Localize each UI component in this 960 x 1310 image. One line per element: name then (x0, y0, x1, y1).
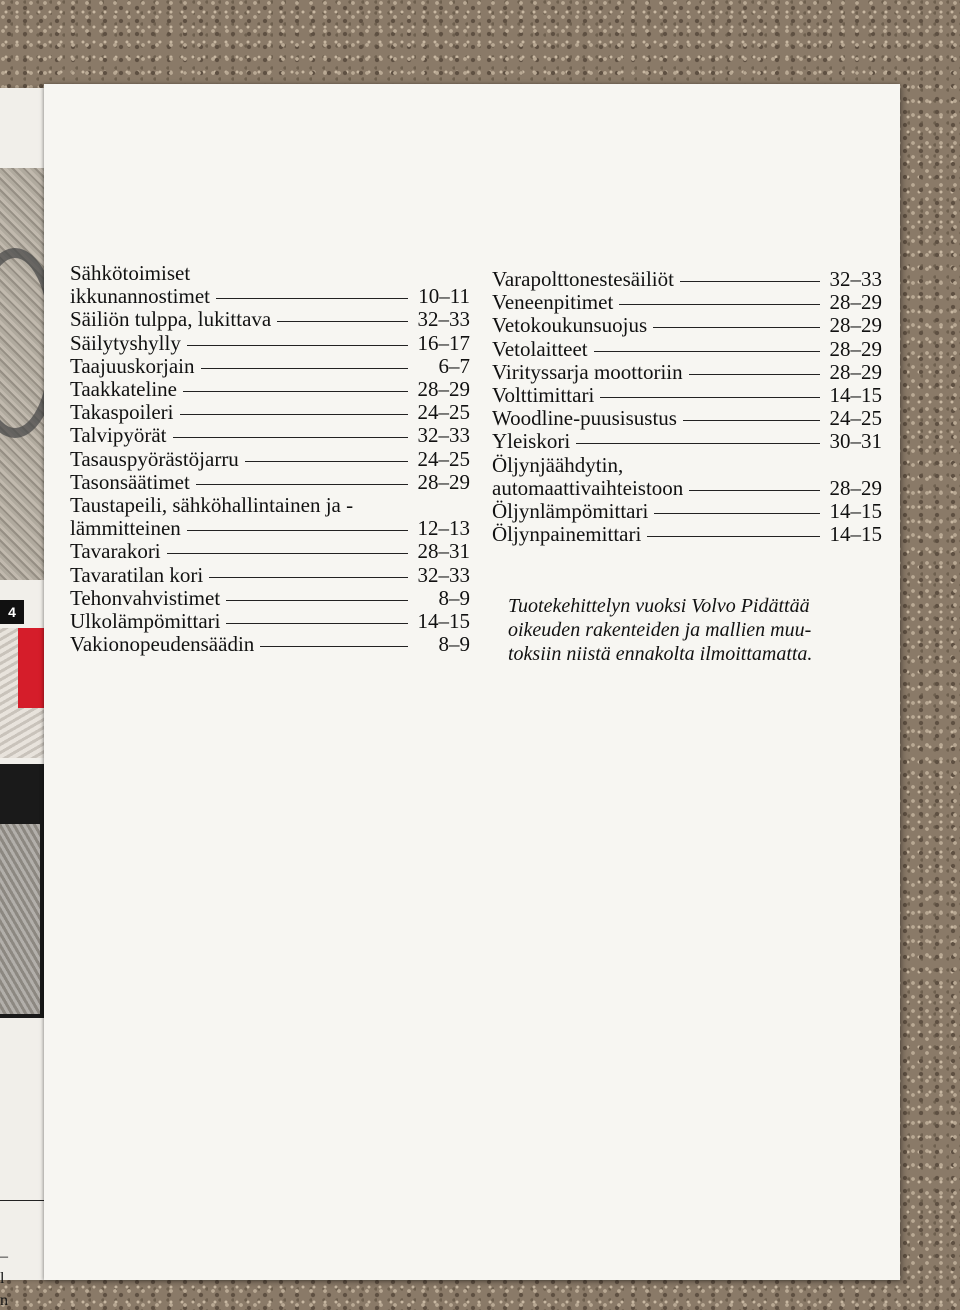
index-entry-label: automaattivaihteistoon (492, 475, 684, 500)
index-entry-row (70, 401, 470, 424)
index-entry-label: Öljynlämpömittari (492, 499, 649, 524)
index-entry-label: Ulkolämpömittari (70, 609, 221, 634)
index-entry-pages: 28–31 (417, 539, 470, 564)
index-entry (70, 308, 470, 331)
index-entry-row (70, 540, 470, 563)
leader-line (216, 298, 408, 299)
index-entry-row (70, 285, 470, 308)
index-entry-row (70, 610, 470, 633)
index-entry-pages: 24–25 (417, 446, 470, 471)
leader-line (187, 530, 408, 531)
leader-line (173, 437, 409, 438)
index-entry-pages: 14–15 (829, 383, 882, 408)
index-entry (492, 314, 882, 337)
index-entry-row (492, 338, 882, 361)
index-entry-pages: 14–15 (829, 499, 882, 524)
index-entry-row (492, 291, 882, 314)
index-entry-label: Vetolaitteet (492, 336, 588, 361)
index-entry-label: Tehonvahvistimet (70, 585, 221, 610)
index-entry-label: Säilytyshylly (70, 330, 181, 355)
index-entry-label: Vakionopeudensäädin (70, 632, 255, 657)
index-entry-pages: 6–7 (438, 353, 470, 378)
index-column-left (70, 262, 470, 656)
leader-line (594, 351, 820, 352)
index-entry-row (70, 564, 470, 587)
index-entry (492, 454, 882, 500)
left-page-number-badge: 4 (0, 600, 24, 624)
leader-line (689, 374, 820, 375)
leader-line (277, 321, 408, 322)
index-entry-row (492, 361, 882, 384)
index-entry-pages: 32–33 (417, 307, 470, 332)
leader-line (196, 484, 408, 485)
index-entry-pages: 24–25 (417, 400, 470, 425)
index-entry (70, 494, 470, 540)
index-entry-pages: 28–29 (829, 290, 882, 315)
index-entry-row (492, 314, 882, 337)
index-entry (70, 540, 470, 563)
index-entry-label: Virityssarja moottoriin (492, 359, 683, 384)
leader-line (183, 391, 408, 392)
index-entry-pages: 32–33 (829, 267, 882, 291)
index-entry-row (70, 355, 470, 378)
index-entry-heading: Sähkötoimiset (70, 261, 191, 285)
left-page-rule (0, 1200, 44, 1201)
index-entry (70, 424, 470, 447)
index-entry (492, 430, 882, 453)
index-entry-row (70, 308, 470, 331)
index-entry-row (492, 430, 882, 453)
leader-line (226, 600, 408, 601)
leader-line (647, 536, 820, 537)
index-entry-pages: 10–11 (418, 284, 470, 309)
index-entry-pages: 16–17 (417, 330, 470, 355)
index-entry (492, 500, 882, 523)
index-entry-label: Säiliön tulppa, lukittava (70, 307, 272, 332)
leader-line (689, 490, 820, 491)
left-page-text-fragment: – (0, 1248, 8, 1265)
index-column-right (492, 268, 882, 546)
leader-line (260, 646, 408, 647)
leader-line (226, 623, 408, 624)
index-entry-label: Tasonsäätimet (70, 469, 190, 494)
index-entry-row (70, 633, 470, 656)
leader-line (245, 461, 408, 462)
index-entry-pages: 14–15 (829, 522, 882, 547)
leader-line (180, 414, 409, 415)
index-entry (70, 378, 470, 401)
index-entry-heading: Taustapeili, sähköhallintainen ja - (70, 493, 354, 518)
leader-line (209, 577, 408, 578)
index-entry-pages: 24–25 (829, 406, 882, 431)
index-entry-label: Vetokoukunsuojus (492, 313, 648, 338)
leader-line (167, 553, 408, 554)
left-page-photo-bottom (0, 764, 44, 1018)
index-page (44, 84, 900, 1280)
disclaimer-line: toksiin niistä ennakolta ilmoittamatta. (508, 643, 813, 665)
index-entry (492, 338, 882, 361)
index-entry-label: Taajuuskorjain (70, 353, 195, 378)
index-entry-row (70, 424, 470, 447)
index-entry-pages: 14–15 (417, 609, 470, 634)
index-entry (70, 610, 470, 633)
index-entry (70, 332, 470, 355)
index-entry (70, 355, 470, 378)
index-entry-pages: 28–29 (829, 336, 882, 361)
index-entry (70, 564, 470, 587)
leader-line (600, 397, 820, 398)
index-entry-pages: 32–33 (417, 423, 470, 448)
left-page-text-fragment: l (0, 1270, 5, 1287)
index-entry (70, 633, 470, 656)
index-entry-row (70, 587, 470, 610)
index-entry (492, 384, 882, 407)
underlying-left-page (0, 88, 48, 1309)
index-entry (70, 401, 470, 424)
index-entry-label: Tavarakori (70, 539, 161, 564)
disclaimer-note (508, 594, 898, 666)
leader-line (653, 327, 820, 328)
index-entry-label: Tasauspyörästöjarru (70, 446, 239, 471)
left-page-red-object (18, 628, 44, 708)
index-entry-pages: 8–9 (438, 632, 470, 657)
index-entry-label: Takaspoileri (70, 400, 174, 425)
index-entry (492, 268, 882, 291)
leader-line (680, 281, 820, 282)
index-entry-label: lämmitteinen (70, 516, 181, 541)
index-entry-label: Taakkateline (70, 377, 177, 402)
index-entry-label: Tavaratilan kori (70, 562, 204, 587)
leader-line (576, 443, 820, 444)
index-entry (492, 407, 882, 430)
leader-line (654, 513, 820, 514)
index-entry-label: Talvipyörät (70, 423, 167, 448)
index-entry-row (70, 448, 470, 471)
left-page-text-fragment: n (0, 1292, 8, 1309)
index-entry-row (70, 332, 470, 355)
index-entry (70, 587, 470, 610)
index-entry-pages: 28–29 (829, 475, 882, 500)
index-entry-label: Yleiskori (492, 429, 571, 454)
index-entry-label: Woodline-puusisustus (492, 406, 677, 431)
index-entry-row (492, 384, 882, 407)
index-entry (492, 523, 882, 546)
index-entry-row (492, 268, 882, 291)
index-entry-heading: Öljynjäähdytin, (492, 452, 624, 477)
index-entry (70, 448, 470, 471)
index-entry (70, 262, 470, 308)
index-entry-pages: 28–29 (829, 313, 882, 338)
index-entry-pages: 28–29 (829, 359, 882, 384)
leader-line (619, 304, 820, 305)
index-entry-label: ikkunannostimet (70, 284, 210, 309)
index-entry-row (70, 517, 470, 540)
index-entry-label: Varapolttonestesäiliöt (492, 267, 674, 291)
index-entry-pages: 28–29 (417, 377, 470, 402)
leader-line (201, 368, 409, 369)
index-entry-pages: 30–31 (829, 429, 882, 454)
index-entry-row (492, 523, 882, 546)
index-entry-row (492, 500, 882, 523)
index-entry-pages: 12–13 (417, 516, 470, 541)
index-entry-row (492, 407, 882, 430)
index-entry (492, 361, 882, 384)
index-entry-pages: 8–9 (438, 585, 470, 610)
index-entry-label: Volttimittari (492, 383, 595, 408)
index-entry-pages: 32–33 (417, 562, 470, 587)
leader-line (187, 345, 408, 346)
index-entry-label: Veneenpitimet (492, 290, 614, 315)
index-entry-pages: 28–29 (417, 469, 470, 494)
disclaimer-line: oikeuden rakenteiden ja mallien muu- (508, 619, 812, 641)
index-entry-row (492, 477, 882, 500)
index-entry-row (70, 471, 470, 494)
index-entry-label: Öljynpainemittari (492, 522, 642, 547)
index-entry (70, 471, 470, 494)
disclaimer-line: Tuotekehittelyn vuoksi Volvo Pidättää (508, 595, 810, 617)
index-entry (492, 291, 882, 314)
leader-line (683, 420, 820, 421)
index-entry-row (70, 378, 470, 401)
